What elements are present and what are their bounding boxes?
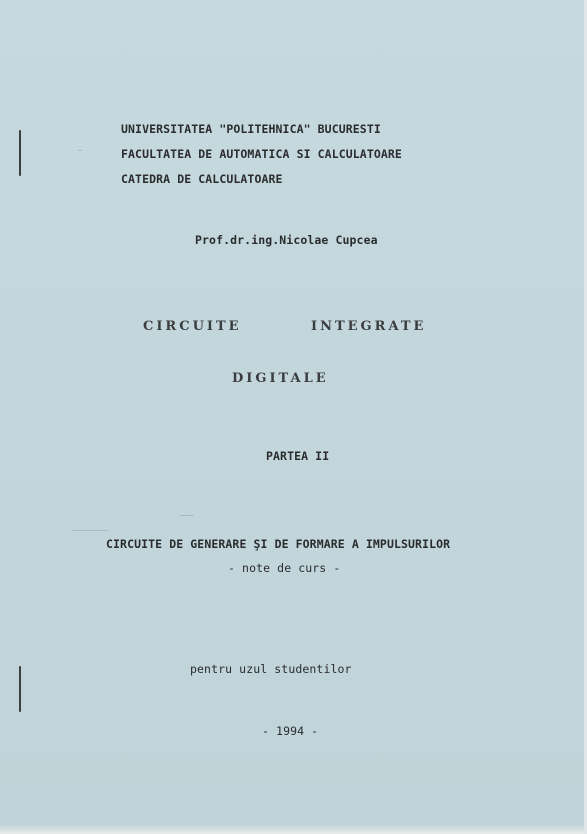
- publication-year: - 1994 -: [262, 724, 319, 738]
- title-word-integrate: INTEGRATE: [311, 319, 427, 334]
- author-name: Prof.dr.ing.Nicolae Cupcea: [195, 233, 378, 247]
- title-word-digitale: DIGITALE: [232, 371, 329, 386]
- title-word-circuite: CIRCUITE: [143, 319, 242, 334]
- paper-mark: [180, 515, 194, 516]
- paper-mark: [78, 150, 82, 151]
- university-name: UNIVERSITATEA "POLITEHNICA" BUCURESTI: [121, 122, 381, 136]
- audience-label: pentru uzul studentilor: [190, 662, 352, 676]
- subject-title: CIRCUITE DE GENERARE ŞI DE FORMARE A IMPULSURILOR: [106, 537, 451, 551]
- part-label: PARTEA II: [266, 449, 330, 463]
- staple-top: [19, 130, 21, 176]
- department-name: CATEDRA DE CALCULATOARE: [121, 172, 283, 186]
- notes-label: - note de curs -: [228, 561, 341, 575]
- faculty-name: FACULTATEA DE AUTOMATICA SI CALCULATOARE: [121, 147, 402, 161]
- staple-bottom: [19, 666, 21, 712]
- paper-mark: [72, 530, 108, 531]
